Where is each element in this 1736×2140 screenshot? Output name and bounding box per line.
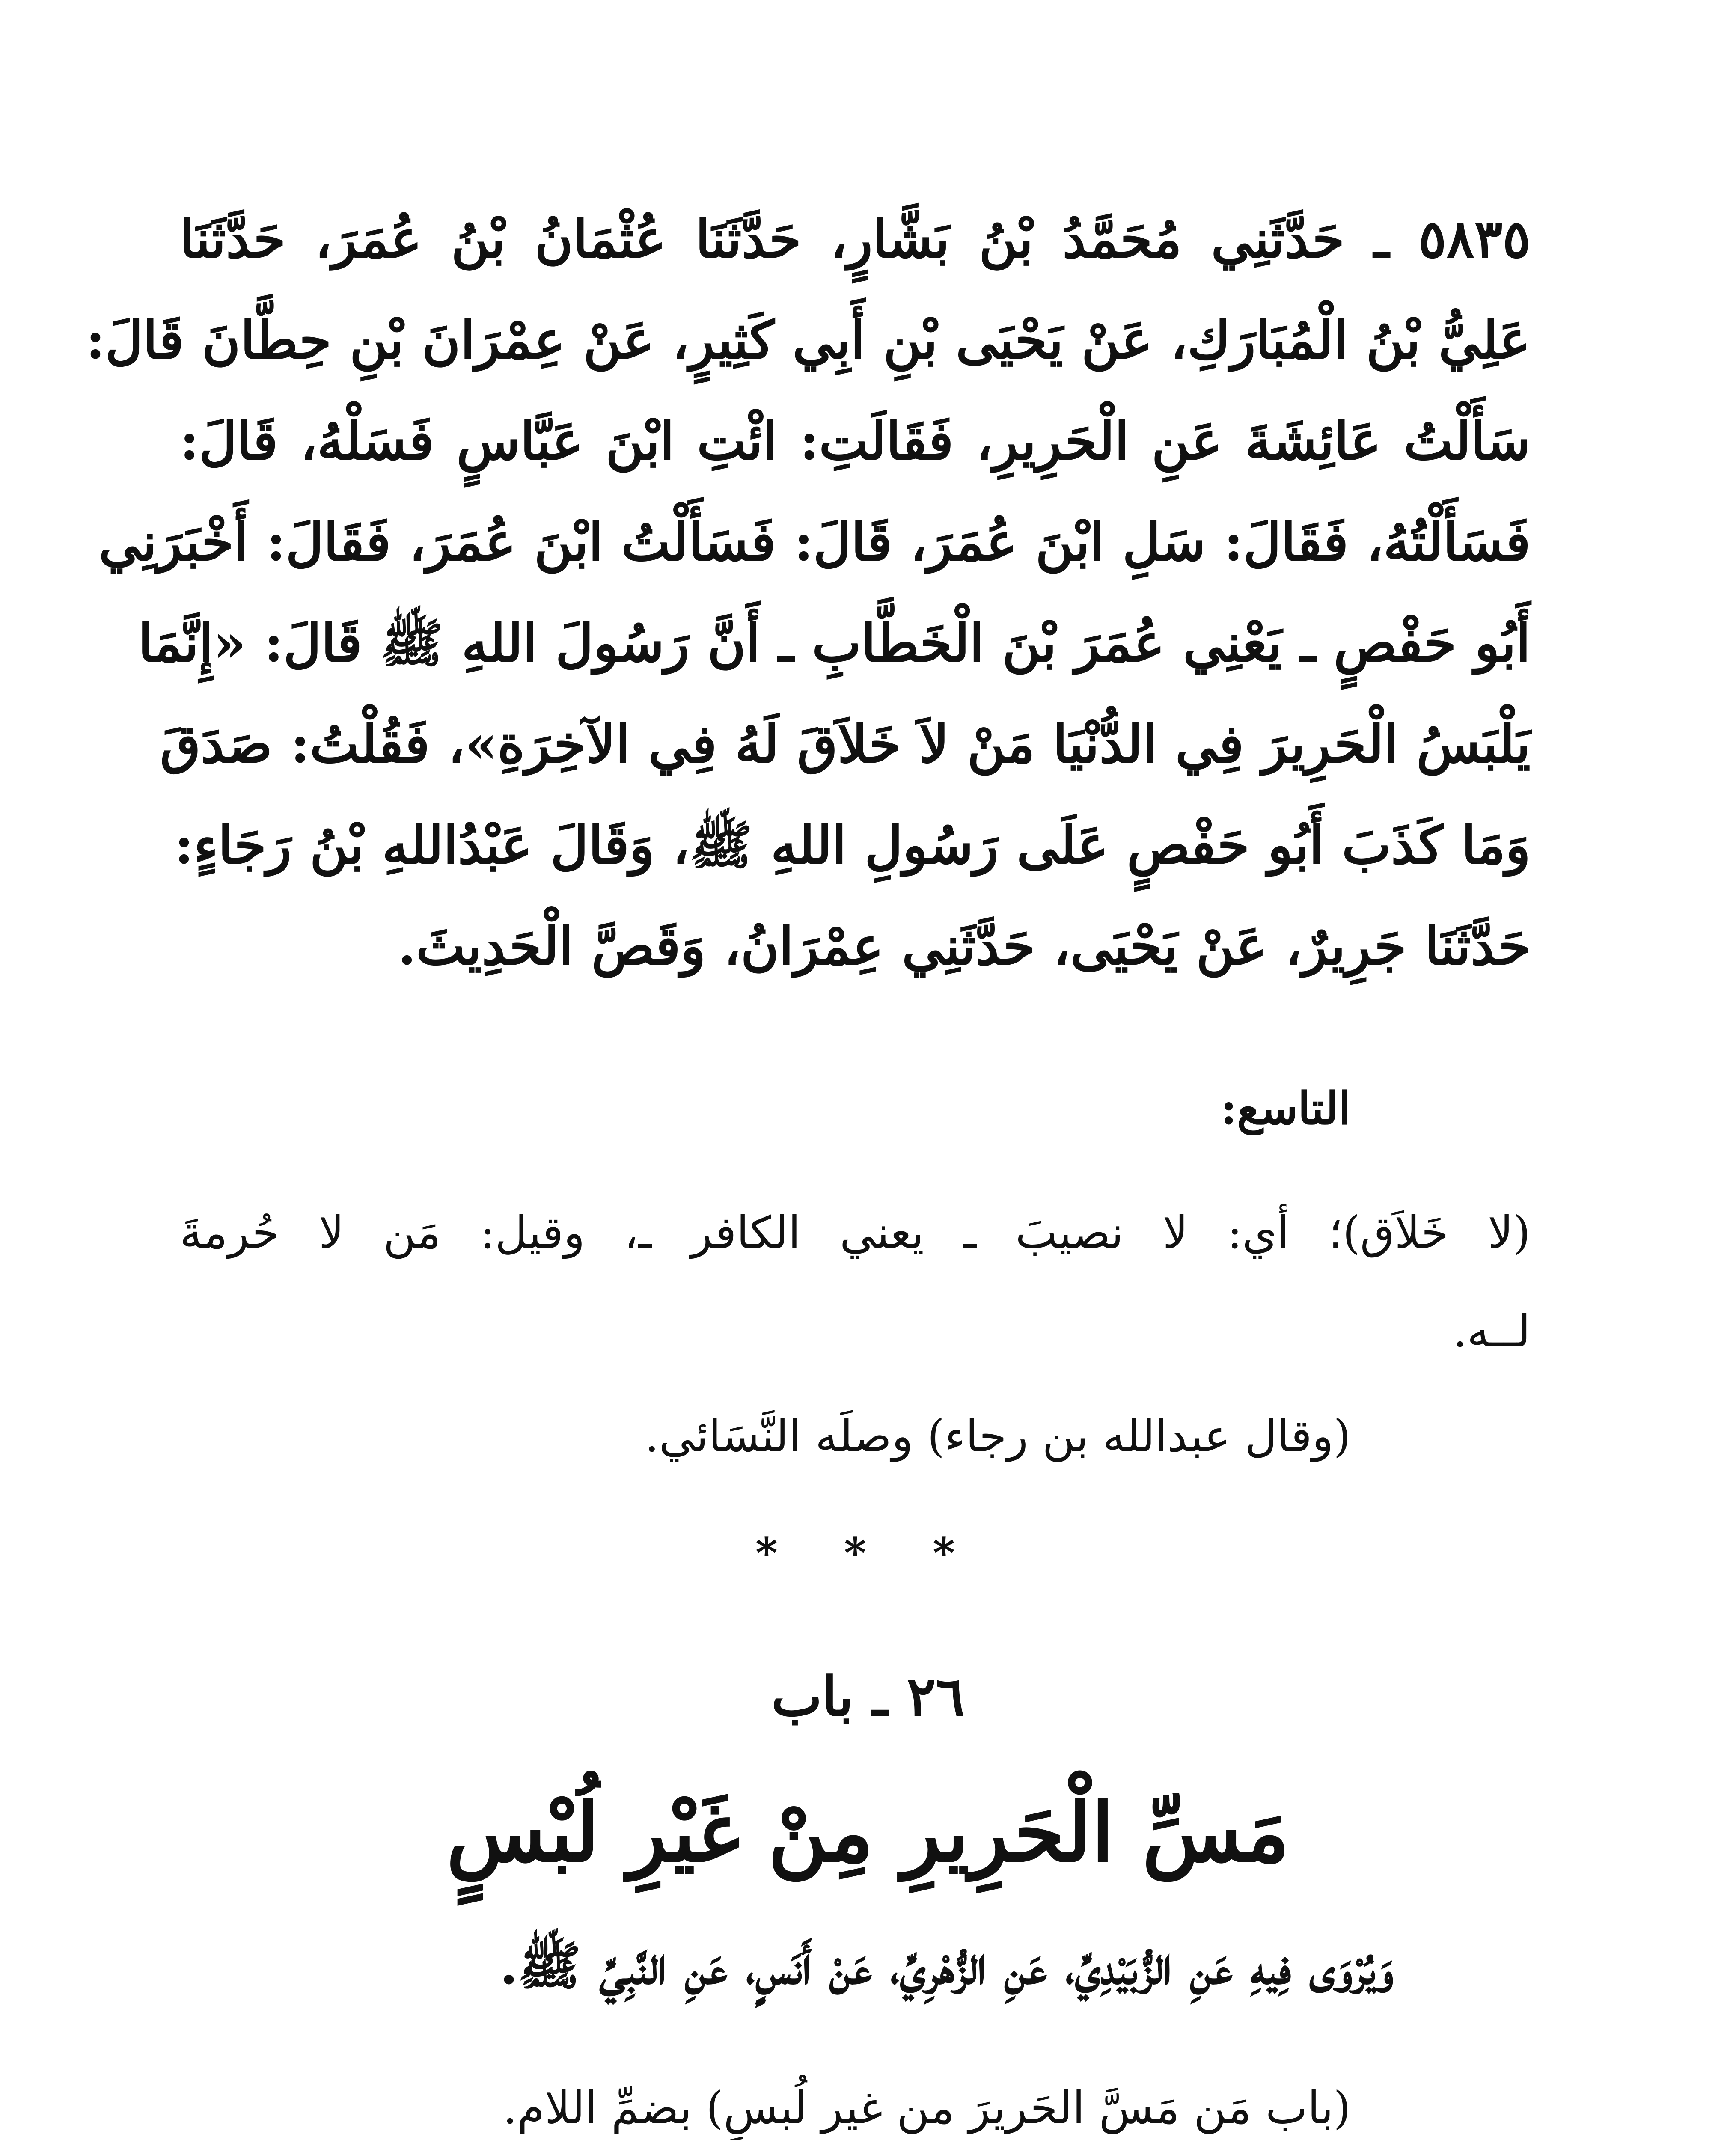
commentary-khalaq-end: لــه. bbox=[1453, 1305, 1531, 1357]
chapter-commentary-line: (باب مَن مَسَّ الحَريرَ من غير لُبسٍ) بضمِّ اللام. bbox=[503, 2082, 1351, 2134]
commentary-khalaq: (لا خَلاَق)؛ أي: لا نصيبَ ـ يعني الكافر ـ، وقيل: مَن لا حُرمةَ bbox=[180, 1207, 1531, 1259]
commentary-raja: (وقال عبدالله بن رجاء) وصلَه النَّسَائي. bbox=[645, 1410, 1351, 1462]
hadith-line: أَبُو حَفْصٍ ـ يَعْنِي عُمَرَ بْنَ الْخَطَّابِ ـ أَنَّ رَسُولَ اللهِ ﷺ قَالَ: «إِنَّمَا bbox=[138, 612, 1531, 674]
chapter-narration: وَيُرْوَى فِيهِ عَنِ الزُّبَيْدِيِّ، عَنِ الزُّهْرِيِّ، عَنْ أَنَسٍ، عَنِ النَّبِيِّ ﷺ. bbox=[499, 1935, 1394, 1996]
hadith-line: وَمَا كَذَبَ أَبُو حَفْصٍ عَلَى رَسُولِ اللهِ ﷺ، وَقَالَ عَبْدُاللهِ بْنُ رَجَاءٍ: bbox=[174, 814, 1531, 876]
hadith-line: ٥٨٣٥ ـ حَدَّثَنِي مُحَمَّدُ بْنُ بَشَّارٍ، حَدَّثَنَا عُثْمَانُ بْنُ عُمَرَ، حَدَّثَنَا bbox=[180, 208, 1531, 270]
section-separator: * * * bbox=[755, 1528, 981, 1578]
hadith-line: حَدَّثَنَا جَرِيرٌ، عَنْ يَحْيَى، حَدَّثَنِي عِمْرَانُ، وَقَصَّ الْحَدِيثَ. bbox=[398, 915, 1531, 977]
hadith-line: عَلِيُّ بْنُ الْمُبَارَكِ، عَنْ يَحْيَى بْنِ أَبِي كَثِيرٍ، عَنْ عِمْرَانَ بْنِ حِطَّانَ قَالَ: bbox=[86, 309, 1531, 371]
commentary-heading: التاسع: bbox=[1220, 1082, 1351, 1135]
hadith-line: يَلْبَسُ الْحَرِيرَ فِي الدُّنْيَا مَنْ لاَ خَلاَقَ لَهُ فِي الآخِرَةِ»، فَقُلْتُ: صَدَقَ bbox=[160, 713, 1531, 775]
hadith-line: سَأَلْتُ عَائِشَةَ عَنِ الْحَرِيرِ، فَقَالَتِ: ائْتِ ابْنَ عَبَّاسٍ فَسَلْهُ، قَالَ: bbox=[180, 410, 1531, 472]
hadith-line: فَسَأَلْتُهُ، فَقَالَ: سَلِ ابْنَ عُمَرَ، قَالَ: فَسَأَلْتُ ابْنَ عُمَرَ، فَقَالَ: أَخْبَرَنِي bbox=[98, 511, 1531, 573]
hadith-5835 bbox=[86, 188, 1531, 996]
chapter-title: مَسِّ الْحَرِيرِ مِنْ غَيْرِ لُبْسٍ bbox=[446, 1785, 1290, 1880]
chapter-number: ٢٦ ـ باب bbox=[771, 1665, 965, 1728]
